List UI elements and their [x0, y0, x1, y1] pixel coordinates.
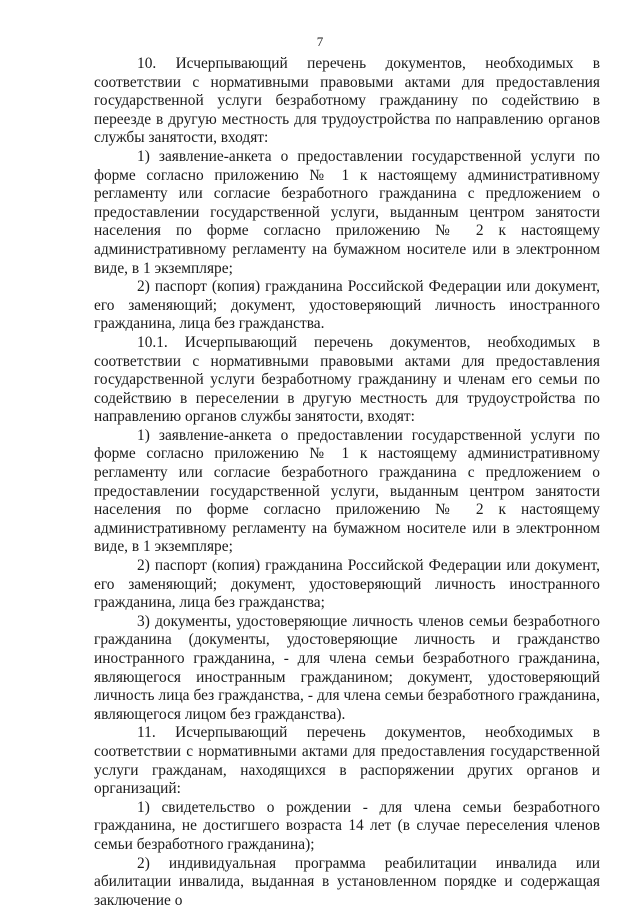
page-number: 7	[316, 34, 324, 49]
paragraph-10-item-2: 2) паспорт (копия) гражданина Российской Федерации или документ, его заменяющий; документ, удостоверяющий личность иностранного гражданина, лица без гражданства.	[94, 278, 600, 333]
paragraph-10: 10. Исчерпывающий перечень документов, необходимых в соответствии с нормативными правовыми актами для предоставления государственной услуги безработному гражданину по содействию в переезде в другую местность для трудоустройства по направлению органов службы занятости, входят:	[94, 55, 600, 147]
paragraph-11: 11. Исчерпывающий перечень документов, необходимых в соответствии с нормативными актами для предоставления государственной услуги гражданам, находящихся в распоряжении других органов и организаций:	[94, 724, 600, 798]
document-body	[94, 55, 600, 910]
paragraph-10-item-1: 1) заявление-анкета о предоставлении государственной услуги по форме согласно приложению № 1 к настоящему административному регламенту или согласие безработного гражданина с предложением о предоставлении государственной услуги, выданным центром занятости населения по форме согласно приложению № 2 к настоящему административному регламенту на бумажном носителе или в электронном виде, в 1 экземпляре;	[94, 147, 600, 277]
paragraph-11-item-1: 1) свидетельство о рождении - для члена семьи безработного гражданина, не достигшего возраста 14 лет (в случае переселения членов семьи безработного гражданина);	[94, 798, 600, 853]
paragraph-11-item-2: 2) индивидуальная программа реабилитации инвалида или абилитации инвалида, выданная в установленном порядке и содержащая заключение о	[94, 854, 600, 909]
paragraph-10-1-item-3: 3) документы, удостоверяющие личность членов семьи безработного гражданина (документы, удостоверяющие личность и гражданство иностранного гражданина, - для члена семьи безработного гражданина, являющегося иностранным гражданином; документ, удостоверяющий личность лица без гражданства, - для члена семьи безработного гражданина, являющегося лицом без гражданства).	[94, 612, 600, 723]
paragraph-10-1-item-2: 2) паспорт (копия) гражданина Российской Федерации или документ, его заменяющий; документ, удостоверяющий личность иностранного гражданина, лица без гражданства;	[94, 557, 600, 612]
paragraph-10-1-item-1: 1) заявление-анкета о предоставлении государственной услуги по форме согласно приложению № 1 к настоящему административному регламенту или согласие безработного гражданина с предложением о предоставлении государственной услуги, выданным центром занятости населения по форме согласно приложению № 2 к настоящему административному регламенту на бумажном носителе или в электронном виде, в 1 экземпляре;	[94, 426, 600, 556]
paragraph-10-1: 10.1. Исчерпывающий перечень документов, необходимых в соответствии с нормативными правовыми актами для предоставления государственной услуги безработному гражданину и членам его семьи по содействию в переселении в другую местность для трудоустройства по направлению органов службы занятости, входят:	[94, 333, 600, 426]
